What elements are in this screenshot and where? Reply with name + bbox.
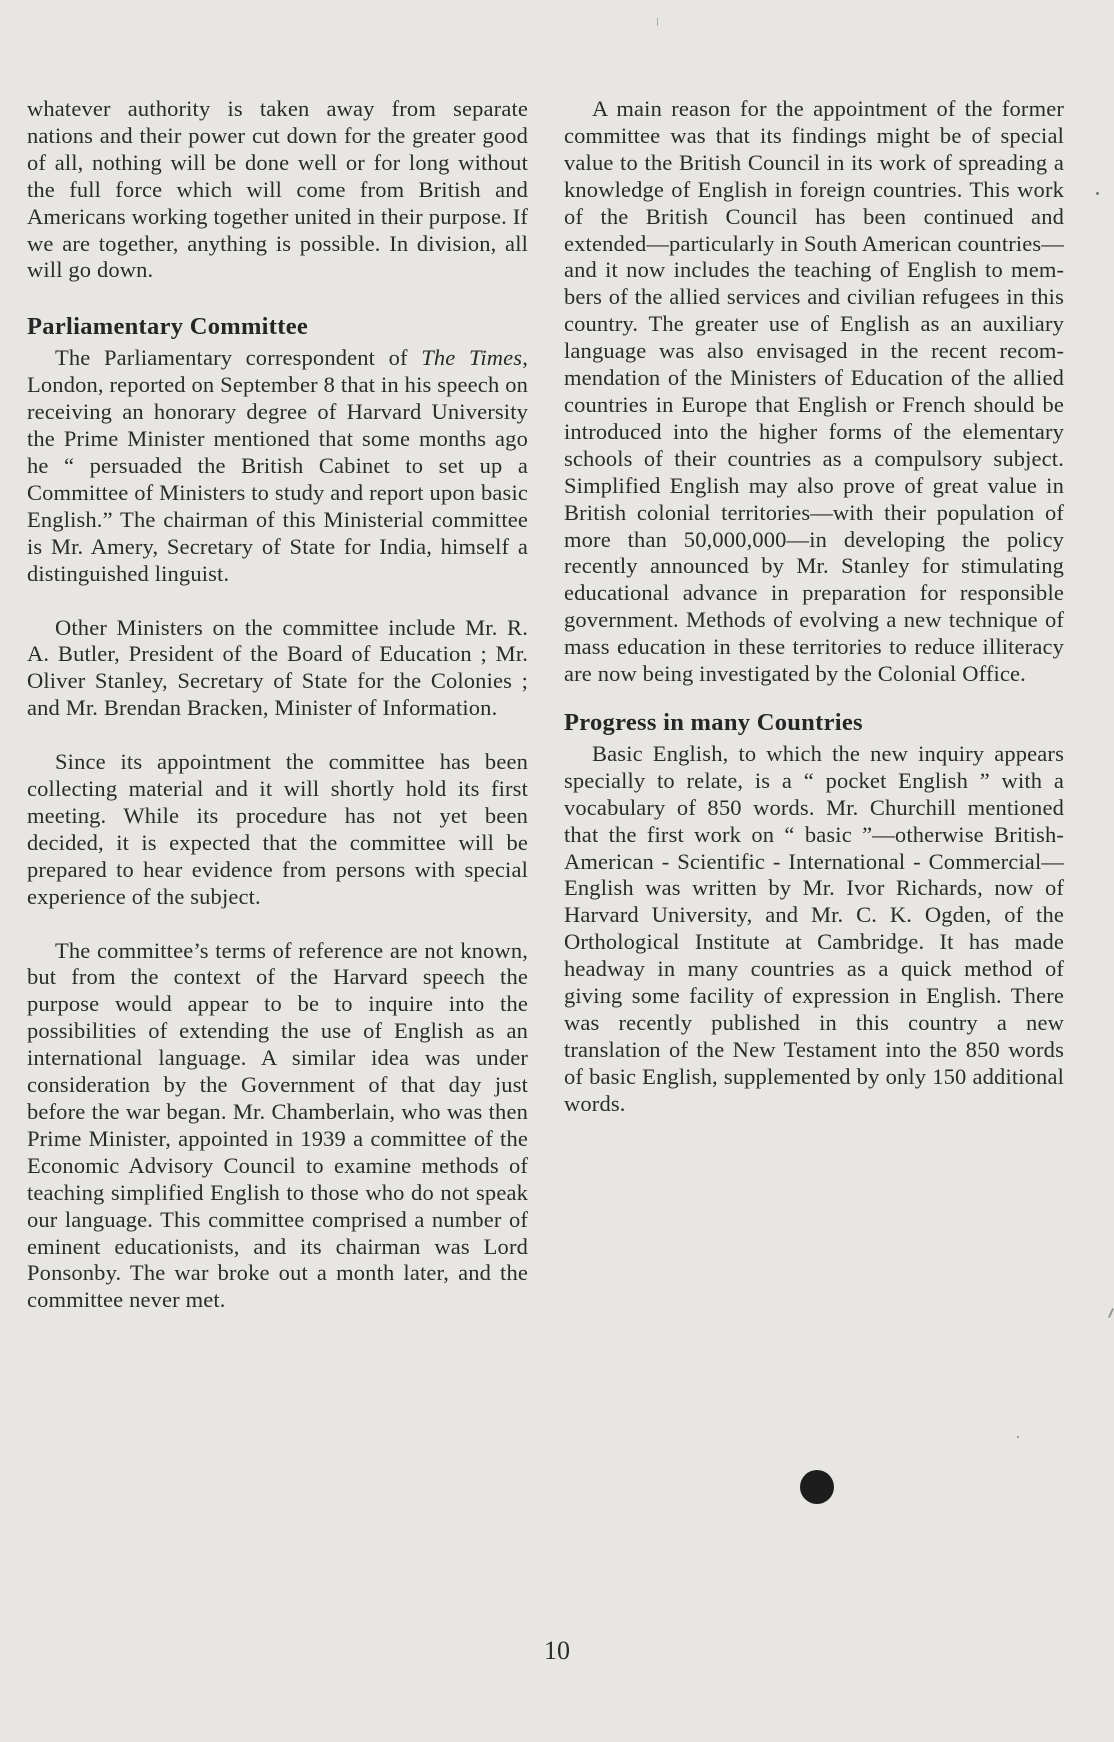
heading-parliamentary-committee: Parliamentary Committee xyxy=(27,313,309,341)
paper-speck xyxy=(1017,1436,1019,1438)
paper-speck xyxy=(1108,1308,1114,1318)
left-paragraph-3: Other Ministers on the committee include Mr. R. A. Butler, President of the Board of Education ; Mr. Oliver Stanley, Secretary of State for the Colonies ; and Mr. Brendan Bracken, Minister of Information. xyxy=(27,614,528,721)
heading-progress-in-many-countries: Progress in many Countries xyxy=(564,708,863,736)
left-column xyxy=(27,96,528,1314)
right-column xyxy=(564,96,1064,1118)
newspaper-title: The Times xyxy=(421,345,523,371)
paper-speck xyxy=(657,18,658,26)
left-paragraph-4: Since its appointment the committee has been collecting material and it will shortly hold its first meeting. While its procedure has not yet been decided, it is expected that the committee will be prepared to hear evidence from persons with special experience of the subject. xyxy=(27,749,528,909)
paragraph-2-start: The Parliamentary correspondent of xyxy=(55,345,422,371)
left-paragraph-1: whatever authority is taken away from separate nations and their power cut down for the greater good of all, nothing will be done well or for long without the full force which will come from British and Americans working together united in their purpose. If we are together, anything is possible. In division, all will go down. xyxy=(27,96,528,283)
right-paragraph-1: A main reason for the appointment of the former committee was that its findings might be of special value to the British Council in its work of spreading a knowledge of English in foreign countries. This work of the British Council has been continued and extended—particularly in South American countries—and it now includes the teaching of English to members of the allied services and civilian refugees in this country. The greater use of English as an auxiliary language was also envisaged in the recent recommendation of the Ministers of Education of the allied countries in Europe that English or French should be introduced into the higher forms of the elementary schools of their countries as a compulsory subject. Simplified English may also prove of great value in British colonial territories—with their population of more than 50,000,000—in developing the policy recently announced by Mr. Stanley for stimulating educational advance in preparation for responsible government. Methods of evolving a new technique of mass education in these territories to reduce illiteracy are now being investigated by the Colonial Office. xyxy=(564,96,1064,687)
paper-speck xyxy=(1096,192,1099,195)
left-paragraph-2 xyxy=(27,345,528,587)
ink-dot xyxy=(800,1470,834,1504)
right-paragraph-2: Basic English, to which the new inquiry appears specially to relate, is a “ pocket English ” with a vocabulary of 850 words. Mr. Churchill mentioned that the first work on “ basic ”—otherwise British-American - Scientific - International - Commercial—English was written by Mr. Ivor Richards, now of Harvard University, and Mr. C. K. Ogden, of the Orthological Institute at Cambridge. It has made headway in many countries as a quick method of giving some facility of expression in English. There was recently published in this country a new translation of the New Testament into the 850 words of basic English, supplemented by only 150 additional words. xyxy=(564,740,1064,1116)
paragraph-2-rest: , London, reported on September 8 that in his speech on receiving an honorary degree of Harvard University the Prime Minister mentioned that some months ago he “ persuaded the British Cabinet to set up a Committee of Ministers to study and report upon basic English.” The chairman of this Ministerial committee is Mr. Amery, Secretary of State for India, himself a distinguished linguist. xyxy=(27,345,528,586)
left-paragraph-5: The committee’s terms of reference are not known, but from the context of the Harvard speech the purpose would appear to be to inquire into the possibilities of extending the use of English as an international language. A similar idea was under consideration by the Government of that day just before the war began. Mr. Chamberlain, who was then Prime Minister, appointed in 1939 a committee of the Economic Advisory Council to examine methods of teaching simplified English to those who do not speak our language. This committee comprised a number of eminent educationists, and its chairman was Lord Ponsonby. The war broke out a month later, and the committee never met. xyxy=(27,937,528,1313)
page-number: 10 xyxy=(544,1636,570,1665)
